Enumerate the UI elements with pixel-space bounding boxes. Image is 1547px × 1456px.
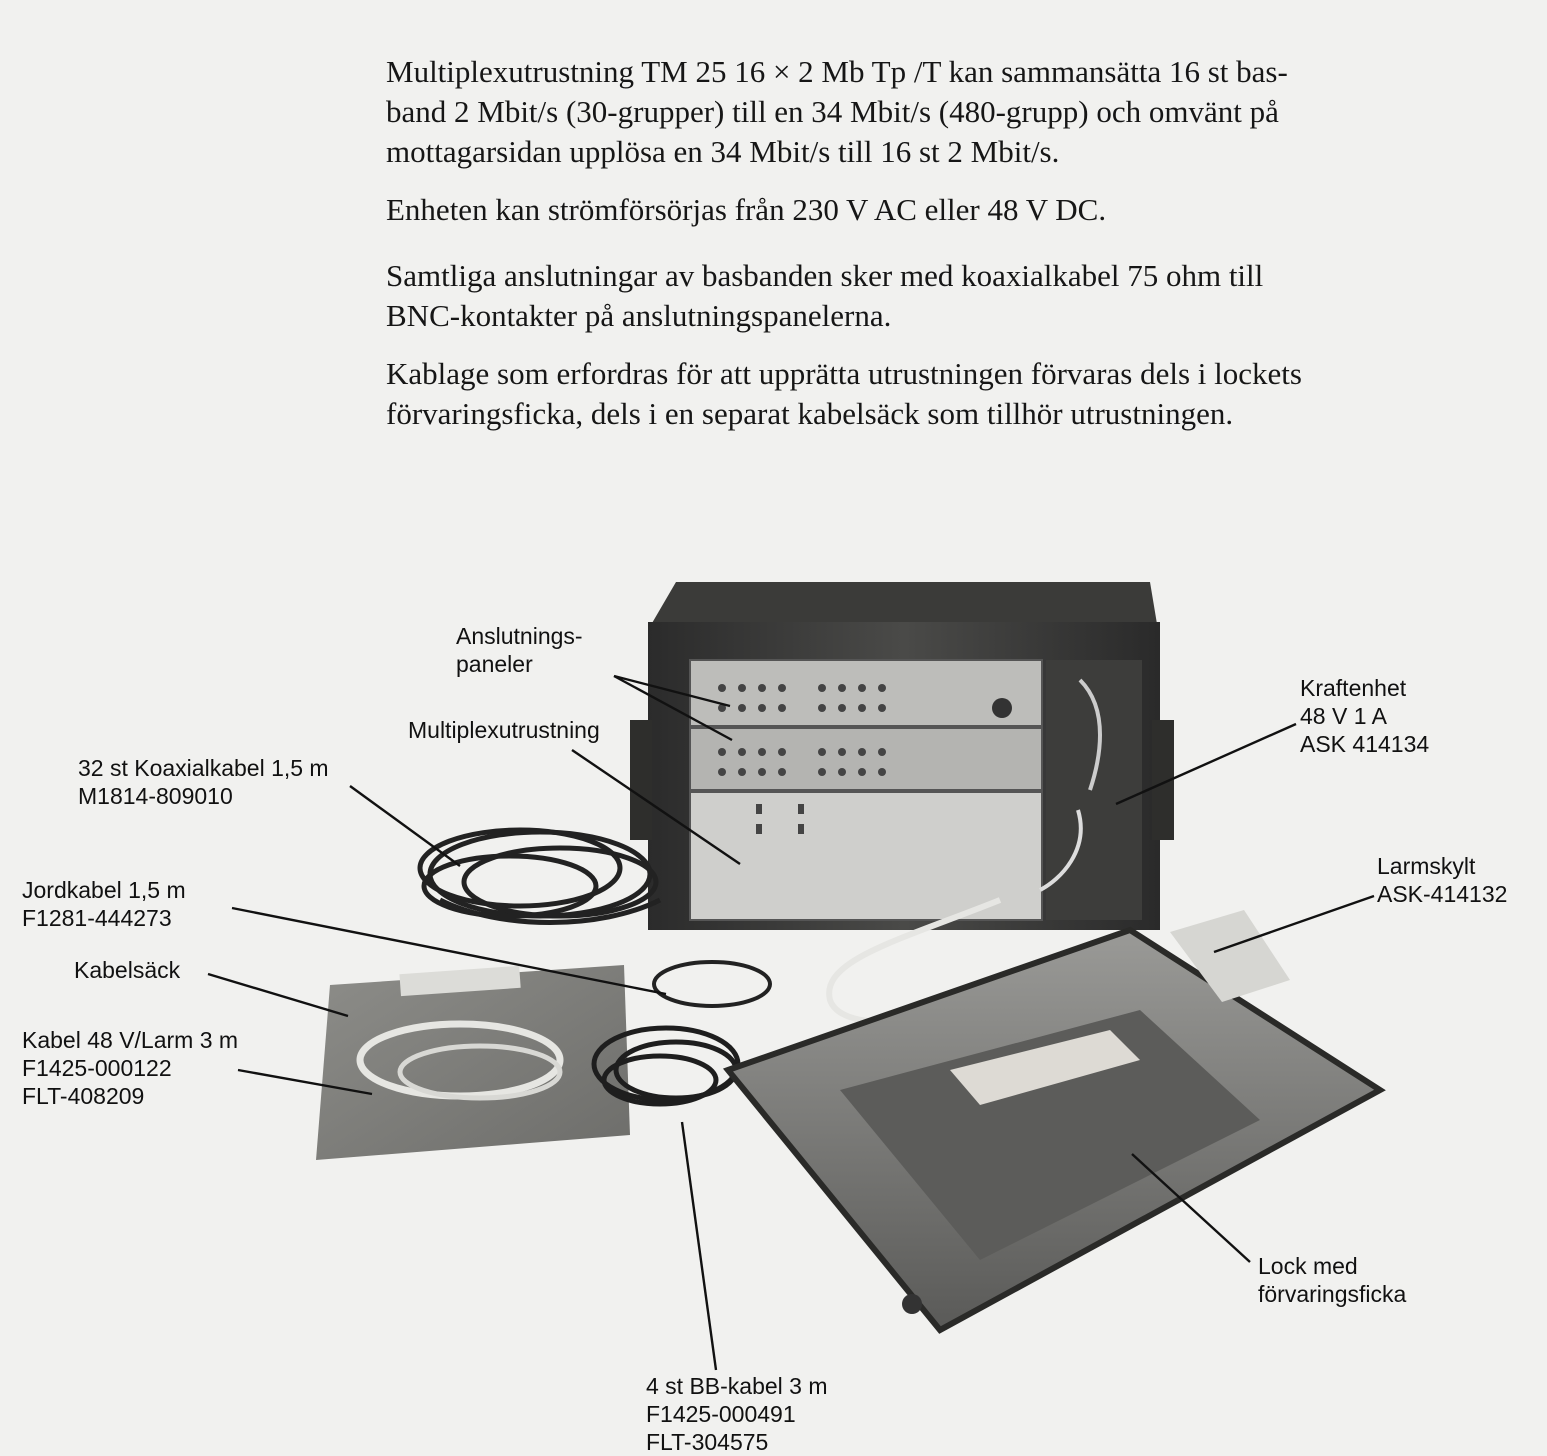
label-koaxialkabel: 32 st Koaxialkabel 1,5 m M1814-809010 [78,755,329,809]
paragraph-cabling: Kablage som erfordras för att upprätta utrustningen förvaras dels i lockets förvaringsficka, dels i en separat kabelsäck som tillhör utrustningen. [386,356,1302,431]
label-kabel48v: Kabel 48 V/Larm 3 m F1425-000122 FLT-408209 [22,1027,239,1109]
bleed-through-text [640,12,648,46]
paragraph-power: Enheten kan strömförsörjas från 230 V AC eller 48 V DC. [386,192,1107,227]
equipment-figure [0,560,1547,1456]
cable-bag [316,965,630,1160]
label-bbkabel: 4 st BB-kabel 3 m F1425-000491 FLT-304575 [646,1373,828,1455]
label-jordkabel: Jordkabel 1,5 m F1281-444273 [22,877,186,931]
label-kraftenhet: Kraftenhet 48 V 1 A ASK 414134 [1300,675,1430,757]
paragraph-connections: Samtliga anslutningar av basbanden sker med koaxialkabel 75 ohm till BNC-kontakter på anslutningspanelerna. [386,258,1264,333]
label-anslutningspaneler: Anslutnings- paneler [456,623,583,677]
bb-cable-coil [594,1028,738,1104]
label-kabelsack: Kabelsäck [74,957,181,983]
label-multiplexutrustning: Multiplexutrustning [408,717,600,743]
label-lock: Lock med förvaringsficka [1258,1253,1407,1307]
label-larmskylt: Larmskylt ASK-414132 [1377,853,1508,907]
paragraph-multiplex: Multiplexutrustning TM 25 16 × 2 Mb Tp /T kan sammansätta 16 st bas- band 2 Mbit/s (30-grupper) till en 34 Mbit/s (480-grupp) och omvänt på mottagarsidan upplösa en 34 Mbit/s till 16 st 2 Mbit/s. [386,54,1288,169]
body-text [386,52,1526,434]
earth-cable-coil [654,962,770,1006]
coax-cable-bundle [420,830,660,923]
equipment-case [630,582,1174,930]
